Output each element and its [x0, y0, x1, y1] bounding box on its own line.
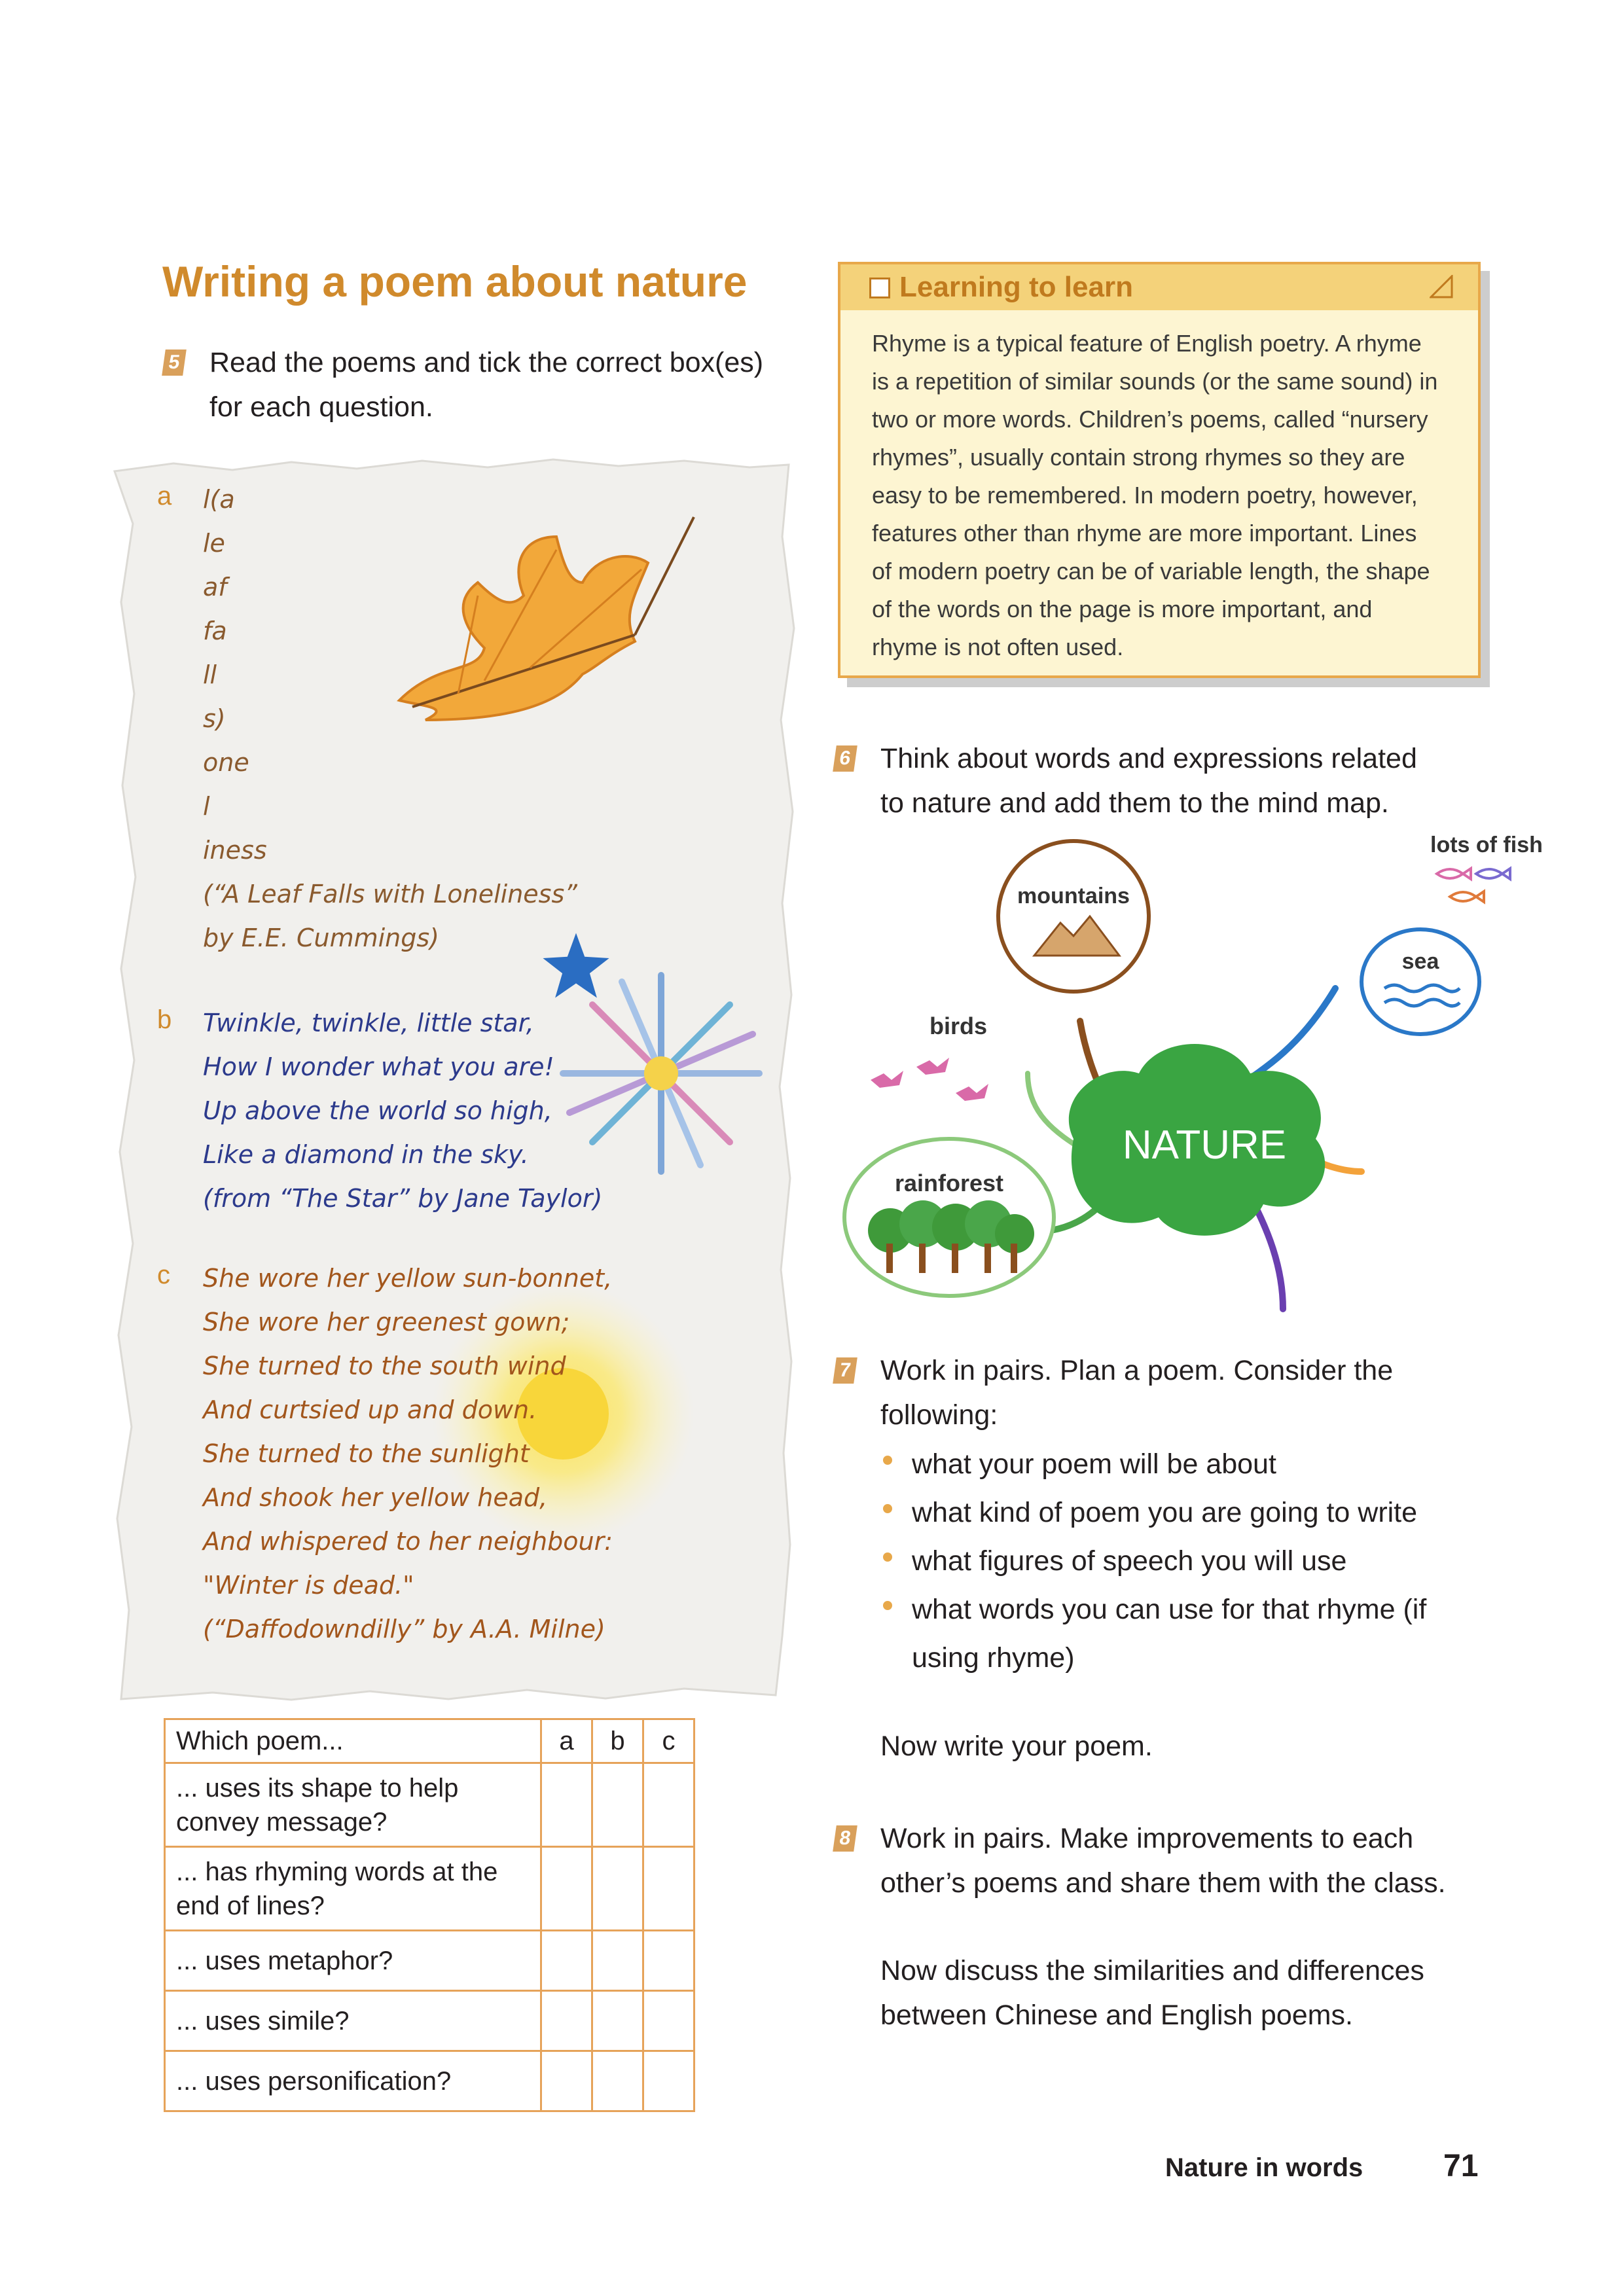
table-row	[165, 1991, 695, 2051]
mind-map-center: NATURE	[1122, 1122, 1287, 1168]
tick-box[interactable]	[541, 1931, 592, 1991]
node-rainforest: rainforest	[894, 1170, 1004, 1196]
learning-box-title: Learning to learn	[899, 271, 1133, 303]
list-item: what words you can use for that rhyme (if	[880, 1585, 1548, 1634]
poem-line: l	[203, 792, 210, 821]
question-number: 5	[162, 350, 187, 376]
list-item: what figures of speech you will use	[880, 1537, 1548, 1585]
table-row	[165, 1763, 695, 1847]
poem-line: one	[203, 748, 249, 777]
page-number: 71	[1443, 2149, 1479, 2183]
tick-box[interactable]	[643, 2051, 695, 2111]
poem-line: iness	[203, 836, 267, 865]
poem-line: Up above the world so high,	[203, 1096, 552, 1125]
poem-line: af	[203, 573, 227, 601]
poem-line: l(a	[203, 485, 235, 514]
question-text: following:	[880, 1399, 998, 1431]
bullet-icon	[883, 1601, 892, 1610]
poem-line: And whispered to her neighbour:	[203, 1527, 613, 1556]
birds-icon	[871, 1058, 988, 1101]
poem-line: (“Daffodowndilly” by A.A. Milne)	[203, 1615, 605, 1643]
tick-box[interactable]	[541, 2051, 592, 2111]
tick-box[interactable]	[592, 1991, 643, 2051]
poem-line: fa	[203, 617, 227, 645]
checkbox-icon	[869, 278, 890, 298]
list-item: what your poem will be about	[880, 1440, 1548, 1488]
instruction-text: Now discuss the similarities and differences	[880, 1955, 1424, 1986]
corner-triangle-icon	[1430, 275, 1453, 298]
question-text: Work in pairs. Plan a poem. Consider the	[880, 1355, 1394, 1386]
column-b-header: b	[592, 1719, 643, 1763]
poem-line: And curtsied up and down.	[203, 1395, 537, 1424]
tick-box[interactable]	[643, 1931, 695, 1991]
question-text: to nature and add them to the mind map.	[880, 787, 1389, 819]
question-number: 8	[833, 1825, 857, 1852]
table-row	[165, 2051, 695, 2111]
question-text: Read the poems and tick the correct box(es)	[209, 347, 764, 378]
question-cell: ... uses simile?	[165, 1991, 541, 2051]
tick-box[interactable]	[643, 1991, 695, 2051]
question-8	[835, 1816, 1555, 2052]
poem-line: by E.E. Cummings)	[203, 924, 439, 952]
tick-box[interactable]	[541, 1847, 592, 1931]
poem-line: Twinkle, twinkle, little star,	[203, 1009, 534, 1037]
poem-label: c	[157, 1261, 170, 1289]
question-7	[835, 1348, 1555, 1806]
mind-map	[838, 825, 1571, 1322]
table-header-row	[165, 1719, 695, 1763]
poem-line: She turned to the sunlight	[203, 1439, 530, 1468]
node-birds: birds	[929, 1013, 988, 1039]
tick-box[interactable]	[592, 2051, 643, 2111]
poem-label: b	[157, 1005, 172, 1034]
node-lots-of-fish: lots of fish	[1430, 833, 1543, 857]
column-a-header: a	[541, 1719, 592, 1763]
poem-line: She wore her greenest gown;	[203, 1308, 570, 1336]
question-number: 7	[833, 1357, 857, 1384]
question-cell: ... uses personification?	[165, 2051, 541, 2111]
question-text: for each question.	[209, 391, 433, 423]
poem-line: ll	[203, 660, 217, 689]
poem-line: She turned to the south wind	[203, 1352, 566, 1380]
tick-box[interactable]	[643, 1847, 695, 1931]
question-cell: ... has rhyming words at the end of lines?	[165, 1847, 541, 1931]
question-6	[835, 736, 1489, 828]
tick-box[interactable]	[592, 1931, 643, 1991]
poem-line: (from “The Star” by Jane Taylor)	[203, 1184, 603, 1213]
tick-box[interactable]	[592, 1763, 643, 1847]
list-item-continuation: using rhyme)	[912, 1642, 1075, 1674]
poem-label: a	[157, 482, 172, 511]
poem-lines	[203, 1257, 613, 1651]
bullet-icon	[883, 1552, 892, 1562]
fish-icon	[1437, 869, 1510, 902]
question-number: 6	[833, 745, 857, 772]
tick-box[interactable]	[541, 1991, 592, 2051]
node-sea: sea	[1401, 949, 1439, 974]
learning-box-text: Rhyme is a typical feature of English poetry. A rhyme is a repetition of similar sounds (or the same sound) in two or more words. Children’s poems, called “nursery rhymes”, usually contain strong rhymes so they are easy to be remembered. In modern poetry, however, features other than rhyme are more important. Lines of modern poetry can be of variable length, the shape of the words on the page is more important, and rhyme is not often used.	[872, 330, 1438, 660]
poem-lines	[203, 1001, 602, 1221]
poem-line: How I wonder what you are!	[203, 1052, 554, 1081]
question-cell: ... uses its shape to help convey message?	[165, 1763, 541, 1847]
tick-box[interactable]	[541, 1763, 592, 1847]
question-text: Work in pairs. Make improvements to each	[880, 1823, 1414, 1854]
table-header: Which poem...	[165, 1719, 541, 1763]
question-text: other’s poems and share them with the class.	[880, 1867, 1446, 1899]
instruction-text: Now write your poem.	[880, 1731, 1153, 1762]
learning-to-learn-box	[838, 262, 1481, 678]
poem-line: (“A Leaf Falls with Loneliness”	[203, 880, 577, 908]
page-title: Writing a poem about nature	[162, 257, 748, 306]
bullet-list	[880, 1440, 1548, 1682]
table-row	[165, 1931, 695, 1991]
poem-line: "Winter is dead."	[203, 1571, 414, 1600]
question-cell: ... uses metaphor?	[165, 1931, 541, 1991]
instruction-text: between Chinese and English poems.	[880, 2000, 1353, 2031]
bullet-icon	[883, 1504, 892, 1513]
poem-lines	[203, 478, 577, 960]
poem-line: le	[203, 529, 225, 558]
tick-box[interactable]	[643, 1763, 695, 1847]
poem-question-table	[164, 1718, 695, 2112]
tick-box[interactable]	[592, 1847, 643, 1931]
poem-line: Like a diamond in the sky.	[203, 1140, 529, 1169]
table-row	[165, 1847, 695, 1931]
node-mountains: mountains	[1017, 884, 1130, 908]
question-text: Think about words and expressions related	[880, 743, 1417, 774]
poem-line: And shook her yellow head,	[203, 1483, 548, 1512]
question-5	[164, 340, 818, 432]
column-c-header: c	[643, 1719, 695, 1763]
poem-line: She wore her yellow sun-bonnet,	[203, 1264, 613, 1293]
poem-line: s)	[203, 704, 226, 733]
list-item: what kind of poem you are going to write	[880, 1488, 1548, 1537]
footer-unit-title: Nature in words	[1165, 2153, 1363, 2182]
bullet-icon	[883, 1456, 892, 1465]
